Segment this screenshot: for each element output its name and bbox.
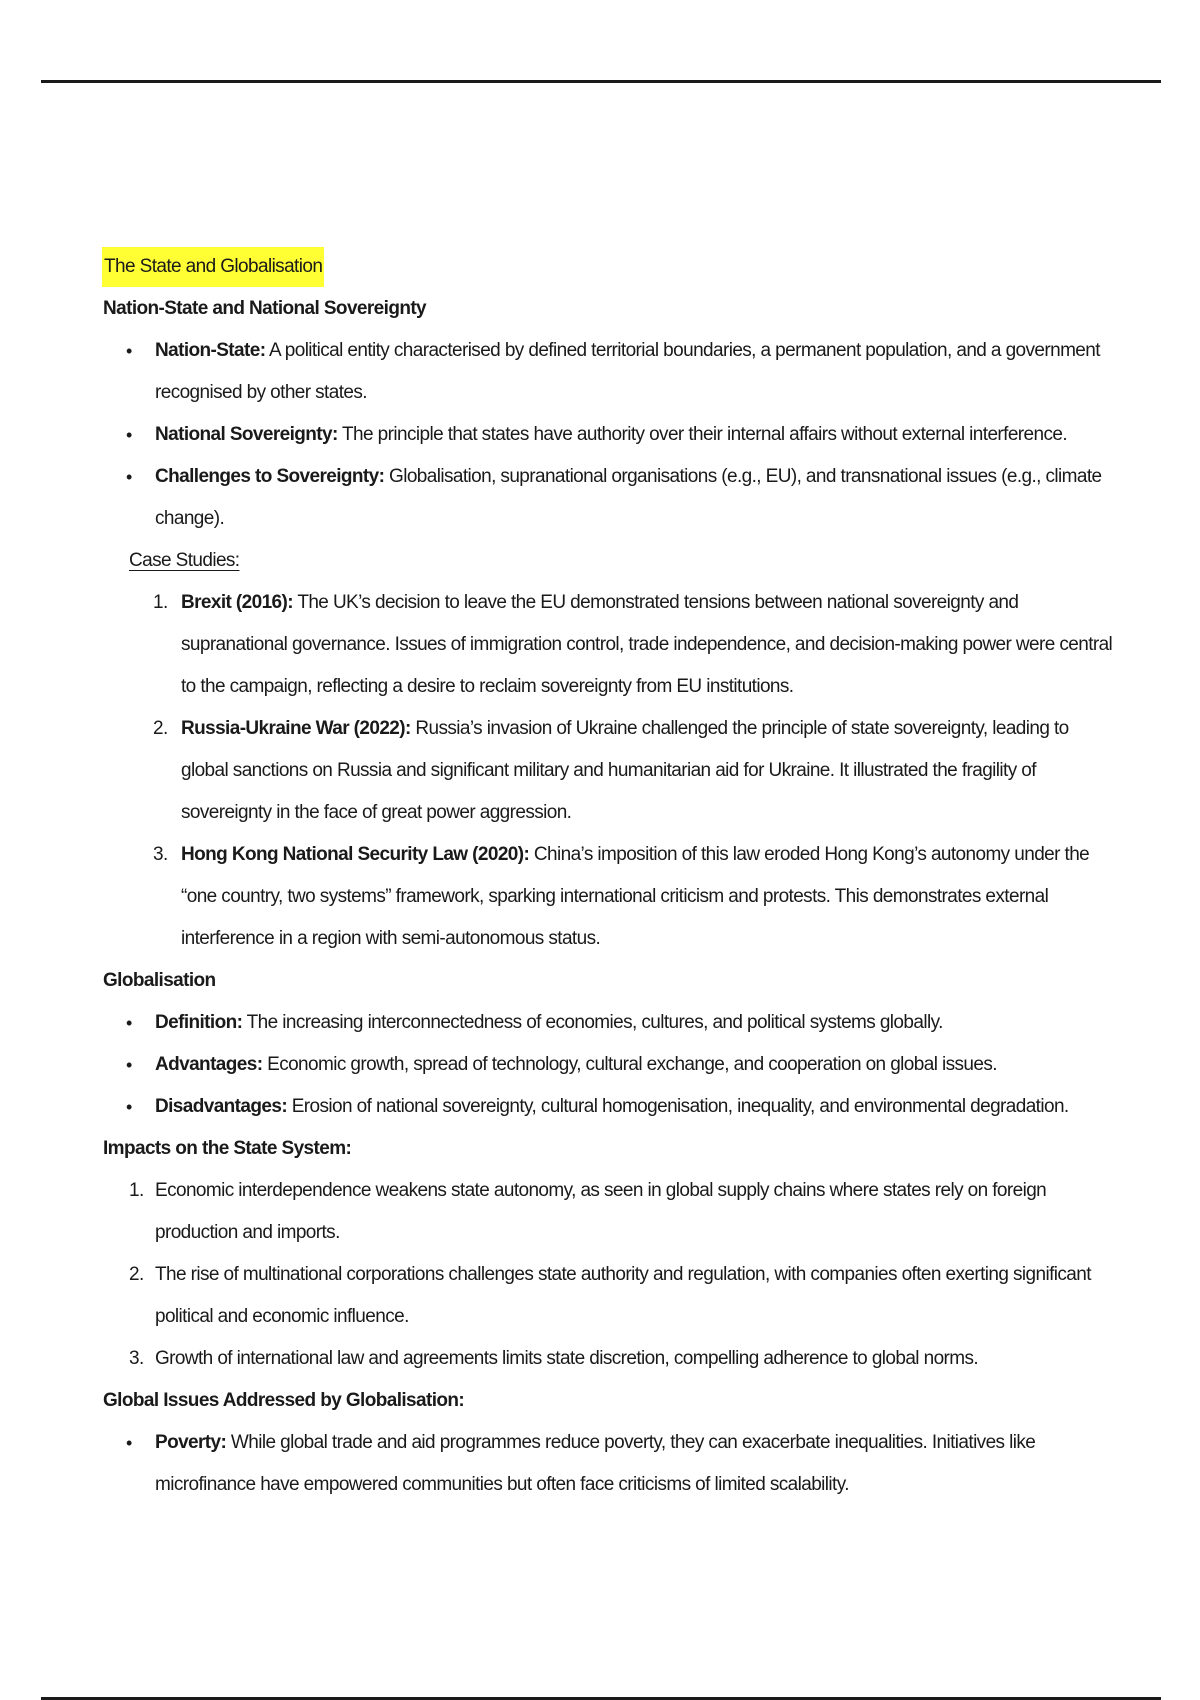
list-item bbox=[103, 1422, 1113, 1506]
item-text: The rise of multinational corporations challenges state authority and regulation, with companies often exerting significant political and economic influence. bbox=[155, 1264, 1091, 1327]
section-heading: Global Issues Addressed by Globalisation: bbox=[103, 1390, 465, 1411]
list-item bbox=[103, 708, 1113, 834]
definition: Erosion of national sovereignty, cultural homogenisation, inequality, and environmental degradation. bbox=[287, 1096, 1069, 1117]
definition: China’s imposition of this law eroded Hong Kong’s autonomy under the “one country, two systems” framework, sparking international criticism and protests. This demonstrates external interference in a region with semi-autonomous status. bbox=[181, 844, 1090, 949]
list-item bbox=[103, 330, 1113, 414]
list-item bbox=[103, 834, 1113, 960]
list-item bbox=[103, 1086, 1113, 1128]
item-number: 1. bbox=[129, 1180, 144, 1201]
definition: Globalisation, supranational organisations (e.g., EU), and transnational issues (e.g., climate change). bbox=[155, 466, 1102, 529]
item-number: 3. bbox=[129, 1348, 144, 1369]
list-item bbox=[103, 414, 1113, 456]
item-text: Growth of international law and agreements limits state discretion, compelling adherence to global norms. bbox=[155, 1348, 979, 1369]
definition: Russia’s invasion of Ukraine challenged the principle of state sovereignty, leading to global sanctions on Russia and significant military and humanitarian aid for Ukraine. It illustrated the fragility of sovereignty in the face of great power aggression. bbox=[181, 718, 1069, 823]
section-heading: Impacts on the State System: bbox=[103, 1138, 352, 1159]
term: Challenges to Sovereignty: bbox=[155, 466, 385, 487]
term: Disadvantages: bbox=[155, 1096, 288, 1117]
list-item bbox=[103, 582, 1113, 708]
item-number: 2. bbox=[153, 718, 168, 739]
term: Brexit (2016): bbox=[181, 592, 293, 613]
term: National Sovereignty: bbox=[155, 424, 338, 445]
term: Russia-Ukraine War (2022): bbox=[181, 718, 411, 739]
term: Poverty: bbox=[155, 1432, 227, 1453]
document-title: The State and Globalisation bbox=[102, 247, 324, 287]
case-study-list bbox=[103, 582, 1113, 960]
list-item bbox=[103, 1044, 1113, 1086]
item-text: Economic interdependence weakens state autonomy, as seen in global supply chains where states rely on foreign production and imports. bbox=[155, 1180, 1047, 1243]
definition: Economic growth, spread of technology, cultural exchange, and cooperation on global issues. bbox=[262, 1054, 997, 1075]
item-number: 3. bbox=[153, 844, 168, 865]
item-number: 1. bbox=[153, 592, 168, 613]
definition: While global trade and aid programmes reduce poverty, they can exacerbate inequalities. Initiatives like microfinance have empowered communities but often face criticisms of limited scalability. bbox=[155, 1432, 1036, 1495]
top-rule bbox=[41, 80, 1161, 83]
definition: The principle that states have authority over their internal affairs without external interference. bbox=[337, 424, 1067, 445]
definition: The increasing interconnectedness of economies, cultures, and political systems globally. bbox=[242, 1012, 943, 1033]
term: Hong Kong National Security Law (2020): bbox=[181, 844, 530, 865]
section-heading: Globalisation bbox=[103, 970, 216, 991]
term: Nation-State: bbox=[155, 340, 266, 361]
definition: The UK’s decision to leave the EU demonstrated tensions between national sovereignty and supranational governance. Issues of immigration control, trade independence, and decision-making power were central to the campaign, reflecting a desire to reclaim sovereignty from EU institutions. bbox=[181, 592, 1113, 697]
definition: A political entity characterised by defined territorial boundaries, a permanent population, and a government recognised by other states. bbox=[155, 340, 1100, 403]
case-studies-label: Case Studies: bbox=[129, 550, 240, 571]
bullet-list bbox=[103, 1422, 1113, 1506]
list-item bbox=[103, 1254, 1113, 1338]
list-item bbox=[103, 1170, 1113, 1254]
numbered-list bbox=[103, 1170, 1113, 1380]
bullet-list bbox=[103, 330, 1113, 540]
section-heading: Nation-State and National Sovereignty bbox=[103, 298, 427, 319]
list-item bbox=[103, 456, 1113, 540]
item-number: 2. bbox=[129, 1264, 144, 1285]
list-item bbox=[103, 1002, 1113, 1044]
term: Advantages: bbox=[155, 1054, 263, 1075]
term: Definition: bbox=[155, 1012, 243, 1033]
bullet-list bbox=[103, 1002, 1113, 1128]
document-body bbox=[103, 246, 1113, 1506]
list-item bbox=[103, 1338, 1113, 1380]
